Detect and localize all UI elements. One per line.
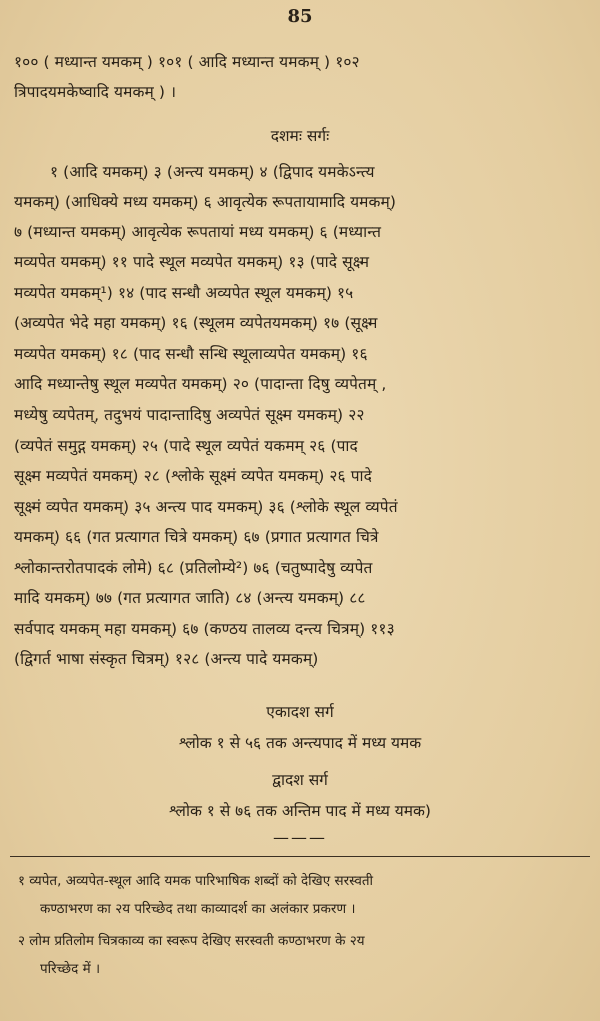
- section-text: श्लोक १ से ५६ तक अन्त्यपाद में मध्य यमक: [178, 734, 422, 752]
- text-line: आदि मध्यान्तेषु स्थूल मव्यपेत यमकम्) २० (पादान्ता दिषु व्यपेतम् ,: [14, 375, 387, 393]
- text-line: ७ (मध्यान्त यमकम्) आवृत्येक रूपतायां मध्य यमकम्) ६ (मध्यान्त: [14, 223, 382, 241]
- text-line: मव्यपेत यमकम्) १८ (पाद सन्धौ सन्धि स्थूलाव्यपेत यमकम्) १६: [14, 345, 368, 363]
- section-heading: एकादश सर्ग: [266, 703, 334, 721]
- text-line: यमकम्) (आधिक्ये मध्य यमकम्) ६ आवृत्येक रूपतायामादि यमकम्): [14, 193, 397, 211]
- section-heading: द्वादश सर्ग: [272, 771, 328, 789]
- text-line: सूक्ष्म मव्यपेतं यमकम्) २८ (श्लोके सूक्ष्मं व्यपेत यमकम्) २६ पादे: [14, 467, 372, 485]
- text-line: मादि यमकम्) ७७ (गत प्रत्यागत जाति) ८४ (अन्त्य यमकम्) ८८: [14, 589, 366, 607]
- text-line: मव्यपेत यमकम्¹) १४ (पाद सन्धौ अव्यपेत स्थूल यमकम्) १५: [14, 284, 354, 302]
- text-line: त्रिपादयमकेष्वादि यमकम् ) ।: [14, 83, 177, 101]
- text-line: (अव्यपेत भेदे महा यमकम्) १६ (स्थूलम व्यपेतयमकम्) १७ (सूक्ष्म: [14, 314, 378, 332]
- text-line: श्लोकान्तरोतपादकं लोमे) ६८ (प्रतिलोम्ये²) ७६ (चतुष्पादेषु व्यपेत: [14, 559, 373, 577]
- section-text: श्लोक १ से ७६ तक अन्तिम पाद में मध्य यमक): [169, 802, 431, 820]
- footnote-1-line-2: कण्ठाभरण का २य परिच्छेद तथा काव्यादर्श का अलंकार प्रकरण ।: [40, 901, 356, 917]
- text-line: (व्यपेतं समुद्ग यमकम्) २५ (पादे स्थूल व्यपेतं यकमम् २६ (पाद: [14, 437, 358, 455]
- section-separator: ———: [273, 828, 327, 847]
- text-line: १०० ( मध्यान्त यमकम् ) १०१ ( आदि मध्यान्त यमकम् ) १०२: [14, 53, 360, 71]
- text-line: १ (आदि यमकम्) ३ (अन्त्य यमकम्) ४ (द्विपाद यमकेऽन्त्य: [50, 163, 375, 181]
- text-line: मव्यपेत यमकम्) ११ पादे स्थूल मव्यपेत यमकम्) १३ (पादे सूक्ष्म: [14, 253, 370, 271]
- footnote-1-line-1: १ व्यपेत, अव्यपेत-स्थूल आदि यमक पारिभाषिक शब्दों को देखिए सरस्वती: [18, 873, 374, 889]
- footnote-divider: [10, 856, 590, 857]
- text-line: (द्विगर्त भाषा संस्कृत चित्रम्) १२८ (अन्त्य पादे यमकम्): [14, 650, 319, 668]
- text-line: सर्वपाद यमकम् महा यमकम्) ६७ (कण्ठय तालव्य दन्त्य चित्रम्) ११३: [14, 620, 395, 638]
- section-heading: दशमः सर्गः: [270, 127, 330, 145]
- footnote-2-line-1: २ लोम प्रतिलोम चित्रकाव्य का स्वरूप देखिए सरस्वती कण्ठाभरण के २य: [18, 933, 365, 949]
- text-line: मध्येषु व्यपेतम्, तदुभयं पादान्तादिषु अव्यपेतं सूक्ष्म यमकम्) २२: [14, 406, 365, 424]
- text-line: सूक्ष्मं व्यपेत यमकम्) ३५ अन्त्य पाद यमकम्) ३६ (श्लोके स्थूल व्यपेतं: [14, 498, 398, 516]
- text-line: यमकम्) ६६ (गत प्रत्यागत चित्रे यमकम्) ६७ (प्रगात प्रत्यागत चित्रे: [14, 528, 379, 546]
- footnote-2-line-2: परिच्छेद में ।: [40, 961, 101, 977]
- page-number: 85: [287, 6, 313, 27]
